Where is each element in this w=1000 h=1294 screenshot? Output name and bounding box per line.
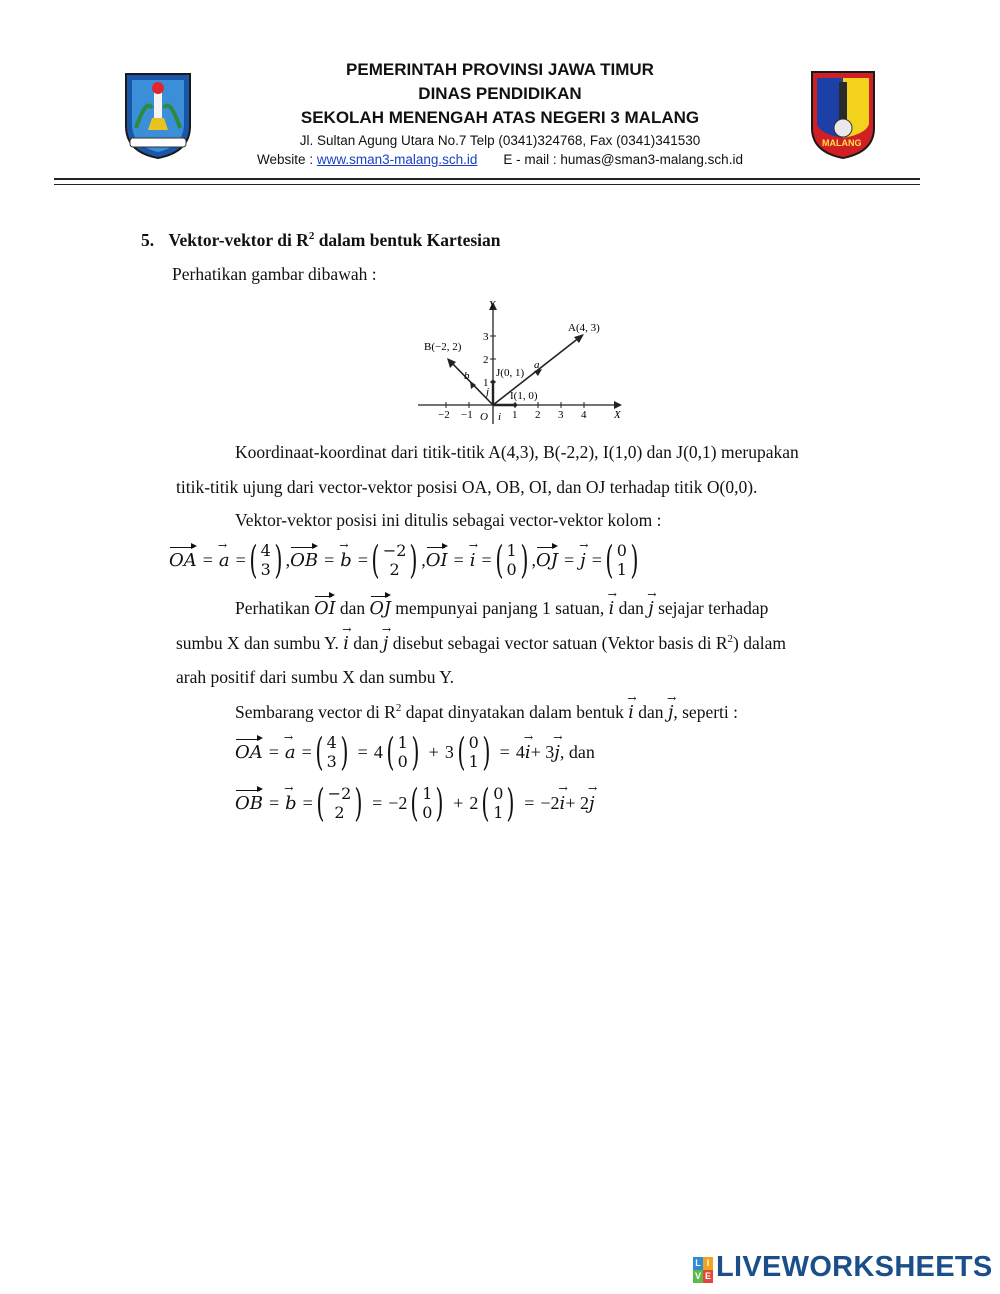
equals: = [302,792,313,813]
column-top: 0 [493,784,504,803]
label-j: J(0, 1) [496,367,525,379]
y-tick-label: 1 [483,377,489,389]
paragraph-1-line-1: Koordinaat-koordinat dari titik-titik A(4,3), B(-2,2), I(1,0) dan J(0,1) merupakan [235,442,799,462]
x-axis-arrow [614,401,622,409]
column-j: ( 0 1 ) [481,781,515,825]
vector-oa-head [574,334,584,343]
paragraph-3-line-3: arah positif dari sumbu X dan sumbu Y. [176,667,455,687]
comma: , [285,549,291,570]
website-link[interactable]: www.sman3-malang.sch.id [316,152,478,167]
label-i: I(1, 0) [510,390,538,402]
vec-i: → i [525,742,531,763]
column-i: ( 1 0 ) [410,781,444,825]
p3-text: ) dalam [733,633,787,653]
column-bottom: 0 [397,752,408,771]
equals: = [591,549,602,570]
column-b: ( −2 2 ) [316,781,363,825]
p4-text: , seperti : [673,702,739,722]
column-vectors-line [169,538,642,582]
column-a: ( 4 3 ) [249,538,283,582]
column-bottom: 1 [468,752,479,771]
vec-oj: OJ [369,599,391,619]
section-title-sup: 2 [308,230,315,243]
comma: , [421,549,426,570]
vec-j: → j [580,550,586,571]
equation-oa [235,730,595,774]
y-tick-label: 2 [483,354,489,366]
p3-text: dan [348,633,383,653]
coefficient: 4 [515,741,525,762]
p3-text: disebut sebagai vector satuan (Vektor basis di R [388,633,728,653]
equals: = [524,792,535,813]
equals: = [301,741,312,762]
p4-text: dan [633,702,668,722]
badge-letter: E [704,1271,711,1281]
plus: + [428,741,439,762]
paragraph-2: Vektor-vektor posisi ini ditulis sebagai vector-vektor kolom : [235,510,662,530]
origin-label: O [480,411,488,423]
label-a: A(4, 3) [568,322,600,334]
header-rule-thin [54,184,920,185]
header-department: DINAS PENDIDIKAN [418,84,582,103]
vec-j: → j [648,599,653,619]
label-vec-b: b [464,370,470,382]
liveworksheets-logo[interactable]: LIVEWORKSHEETS [716,1251,993,1283]
label-vec-a: a [534,359,540,371]
coefficient: + 3 [530,741,555,762]
label-vec-i: i [498,411,502,423]
vec-oj: OJ [536,549,559,571]
column-bottom: 3 [326,752,337,771]
column-a-top: 4 [260,541,271,560]
column-i-top: 1 [506,541,517,560]
equals: = [357,741,368,762]
paragraph-3-line-2 [176,633,786,654]
superscript: 2 [727,633,734,646]
label-vec-j: j [486,386,490,398]
paragraph-4 [235,702,738,723]
column-j-bottom: 1 [616,560,627,579]
column-top: 1 [397,733,408,752]
badge-letter: I [703,1257,713,1270]
coefficient: 2 [469,792,479,813]
equals: = [499,741,510,762]
badge-letter: V [694,1271,701,1281]
x-axis-label: X [614,409,621,421]
website-label: Website : [257,152,317,167]
column-j-top: 0 [616,541,627,560]
paragraph-1-line-2: titik-titik ujung dari vector-vektor posisi OA, OB, OI, dan OJ terhadap titik O(0,0). [176,477,758,497]
equals: = [564,549,575,570]
vec-j: → j [668,703,673,723]
column-b-bottom: 2 [389,560,400,579]
coefficient: −2 [540,792,560,813]
equals: = [235,549,246,570]
column-i: ( 1 0 ) [495,538,529,582]
vector-figure [414,296,634,426]
p3-text: sejajar terhadap [653,598,769,618]
vec-i: → i [343,634,349,654]
column-a: ( 4 3 ) [315,730,349,774]
column-b-top: −2 [382,541,407,560]
coefficient: −2 [388,792,408,813]
vec-i: → i [470,550,476,571]
equals: = [324,549,335,570]
header-school: SEKOLAH MENENGAH ATAS NEGERI 3 MALANG [300,108,700,127]
section-intro: Perhatikan gambar dibawah : [172,264,377,284]
equals: = [202,549,213,570]
column-top: −2 [327,784,352,803]
vec-a: → a [285,742,296,763]
badge-letter: L [693,1257,703,1270]
vec-b: → b [340,550,352,571]
vec-oa: OA [235,741,263,763]
vec-j: → j [589,793,595,814]
header-government: PEMERINTAH PROVINSI JAWA TIMUR [346,60,654,79]
vec-i: → i [609,599,615,619]
vec-oi: OI [425,549,448,571]
p3-text: dan [614,598,649,618]
equals: = [268,792,280,813]
vec-j: → j [554,742,560,763]
section-heading [141,230,501,251]
coefficient: + 2 [565,792,589,813]
label-b: B(−2, 2) [424,341,462,353]
column-top: 4 [326,733,337,752]
paragraph-3-line-1 [235,598,768,619]
column-bottom: 1 [493,803,504,822]
y-axis-label: Y [489,299,496,311]
point-j [491,380,495,384]
section-title-pre: Vektor-vektor di R [168,230,309,250]
p4-text: Sembarang vector di R [235,702,396,722]
logo-right-label: MALANG [822,138,862,148]
column-j: ( 0 1 ) [457,730,491,774]
column-top: 1 [422,784,433,803]
coefficient: 4 [373,741,383,762]
equation-ob [235,781,595,825]
point-i [513,403,517,407]
equals: = [357,549,368,570]
x-tick-label: 1 [512,409,518,421]
section-number: 5. [141,230,155,250]
vec-i: → i [628,703,634,723]
p3-text: Perhatikan [235,598,315,618]
p3-text: dan [335,598,370,618]
equals: = [453,549,464,570]
header-rule-thick [54,178,920,180]
column-b: ( −2 2 ) [371,538,418,582]
p4-text: dapat dinyatakan dalam bentuk [401,702,629,722]
liveworksheets-badge [693,1257,713,1283]
equals: = [372,792,383,813]
vec-b: → b [285,793,297,814]
header-contact [0,152,1000,167]
column-bottom: 2 [334,803,345,822]
p3-text: mempunyai panjang 1 satuan, [390,598,609,618]
column-i-bottom: 0 [506,560,517,579]
vec-i: → i [560,793,566,814]
section-title-post: dalam bentuk Kartesian [314,230,501,250]
header-address: Jl. Sultan Agung Utara No.7 Telp (0341)324768, Fax (0341)341530 [299,133,701,148]
comma: , [531,549,537,570]
column-j: ( 0 1 ) [605,538,639,582]
y-tick-label: 3 [483,331,489,343]
column-a-bottom: 3 [260,560,271,579]
plus: + [453,792,464,813]
column-bottom: 0 [422,803,433,822]
equation-tail: , dan [559,741,595,762]
vec-oa: OA [169,549,197,571]
x-tick-label: 4 [581,409,587,421]
vec-ob: OB [235,792,263,814]
equals: = [481,549,492,570]
coefficient: 3 [444,741,454,762]
vec-a: → a [219,550,230,571]
vec-j: → j [383,634,388,654]
superscript: 2 [395,702,402,715]
p3-text: sumbu X dan sumbu Y. [176,633,344,653]
column-i: ( 1 0 ) [386,730,420,774]
x-tick-label: 3 [558,409,564,421]
vec-ob: OB [290,549,319,571]
x-tick-label: −2 [438,409,450,421]
vec-oi: OI [314,599,336,619]
column-top: 0 [468,733,479,752]
x-tick-label: 2 [535,409,541,421]
email-text: E - mail : humas@sman3-malang.sch.id [503,152,743,167]
equals: = [268,741,279,762]
x-tick-label: −1 [461,409,473,421]
